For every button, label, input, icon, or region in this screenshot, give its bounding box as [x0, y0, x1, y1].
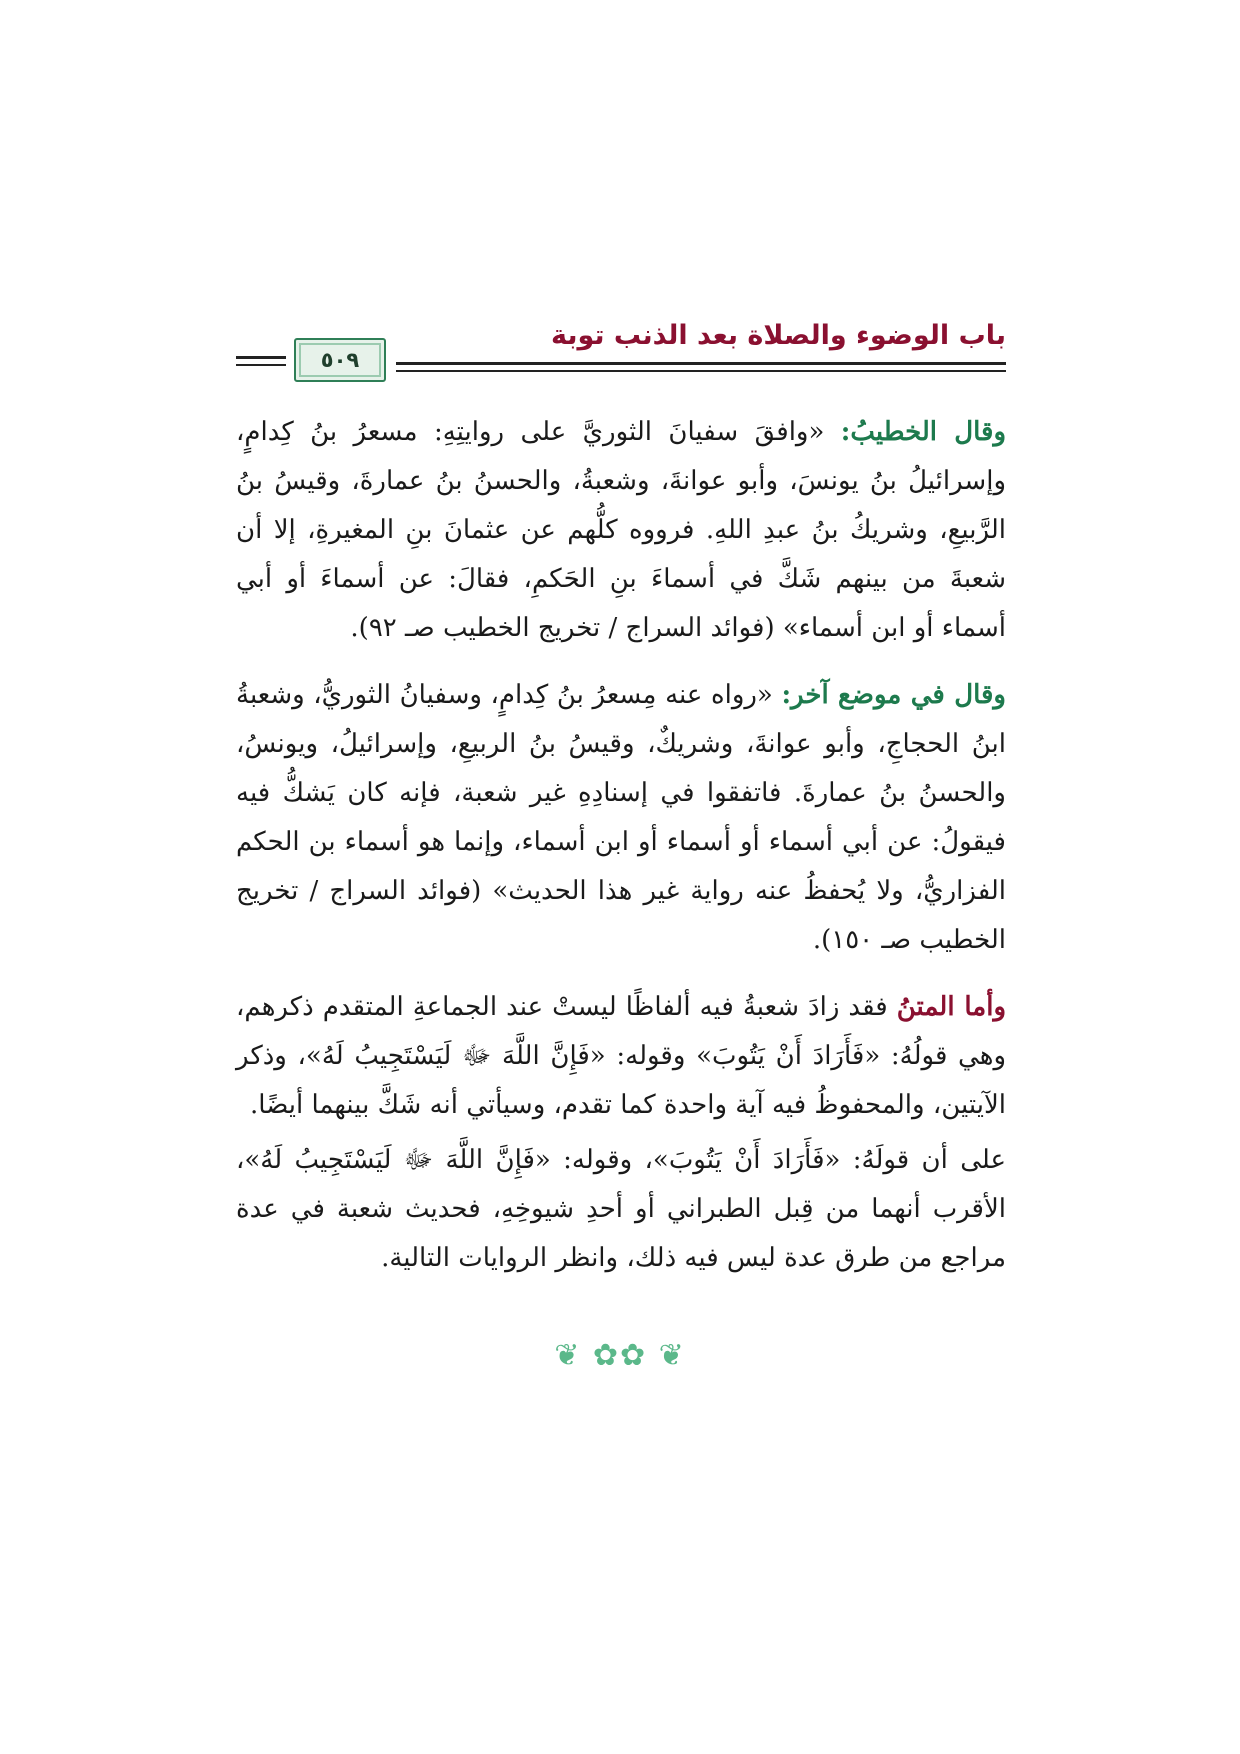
page-number: ٥٠٩: [320, 348, 360, 372]
paragraph-text: فقد زادَ شعبةُ فيه ألفاظًا ليستْ عند الجماعةِ المتقدم ذكرهم، وهي قولُهُ: «فَأَرَادَ أَنْ يَتُوبَ» وقوله: «فَإِنَّ اللَّهَ ﷻ لَيَسْتَجِيبُ لَهُ»، وذكر الآيتين، والمحفوظُ فيه آية واحدة كما تقدم، وسيأتي أنه شَكَّ بينهما أيضًا.: [236, 992, 1006, 1120]
paragraph-text: على أن قولَهُ: «فَأَرَادَ أَنْ يَتُوبَ»، وقوله: «فَإِنَّ اللَّهَ ﷻ لَيَسْتَجِيبُ لَهُ»، الأقرب أنهما من قِبل الطبراني أو أحدِ شيوخِهِ، فحديث شعبة في عدة مراجع من طرق عدة ليس فيه ذلك، وانظر الروايات التالية.: [236, 1145, 1006, 1273]
section-end-ornament: ❦ ✿✿ ❦: [554, 1338, 686, 1373]
paragraph-text: «رواه عنه مِسعرُ بنُ كِدامٍ، وسفيانُ الثوريُّ، وشعبةُ ابنُ الحجاجِ، وأبو عوانةَ، وشريكٌ، وقيسُ بنُ الربيعِ، وإسرائيلُ، ويونسُ، والحسنُ بنُ عمارةَ. فاتفقوا في إسنادِهِ غير شعبة، فإنه كان يَشكُّ فيه فيقولُ: عن أبي أسماء أو أسماء أو ابن أسماء، وإنما هو أسماء بن الحكم الفزاريُّ، ولا يُحفظُ عنه رواية غير هذا الحديث» (فوائد السراج / تخريج الخطيب صـ ١٥٠).: [236, 680, 1006, 955]
header-rule-left-top: [236, 356, 286, 359]
page-number-badge: [294, 338, 386, 382]
paragraph-text: «وافقَ سفيانَ الثوريَّ على روايتِهِ: مسعرُ بنُ كِدامٍ، وإسرائيلُ بنُ يونسَ، وأبو عوانةَ، وشعبةُ، والحسنُ بنُ عمارةَ، وقيسُ بنُ الرَّبيعِ، وشريكُ بنُ عبدِ اللهِ. فرووه كلُّهم عن عثمانَ بنِ المغيرةِ، إلا أن شعبةَ من بينهم شَكَّ في أسماءَ بنِ الحَكمِ، فقالَ: عن أسماءَ أو أبي أسماء أو ابن أسماء» (فوائد السراج / تخريج الخطيب صـ ٩٢).: [236, 417, 1006, 643]
paragraph-lead: وقال في موضع آخر:: [781, 680, 1006, 710]
header-rule-right-top: [396, 362, 1006, 365]
header-rule-right-bottom: [396, 370, 1006, 372]
paragraph-other-place: [236, 671, 1006, 965]
header-rule-left-bottom: [236, 364, 286, 366]
paragraph-matn: [236, 983, 1006, 1130]
paragraph-khatib: [236, 408, 1006, 653]
running-title: باب الوضوء والصلاة بعد الذنب توبة: [550, 320, 1006, 351]
page-header: [236, 312, 1006, 392]
paragraph-conclusion: [236, 1136, 1006, 1283]
paragraph-lead: وقال الخطيبُ:: [840, 417, 1007, 447]
main-text: [236, 408, 1006, 1301]
paragraph-lead: وأما المتنُ: [896, 992, 1007, 1022]
